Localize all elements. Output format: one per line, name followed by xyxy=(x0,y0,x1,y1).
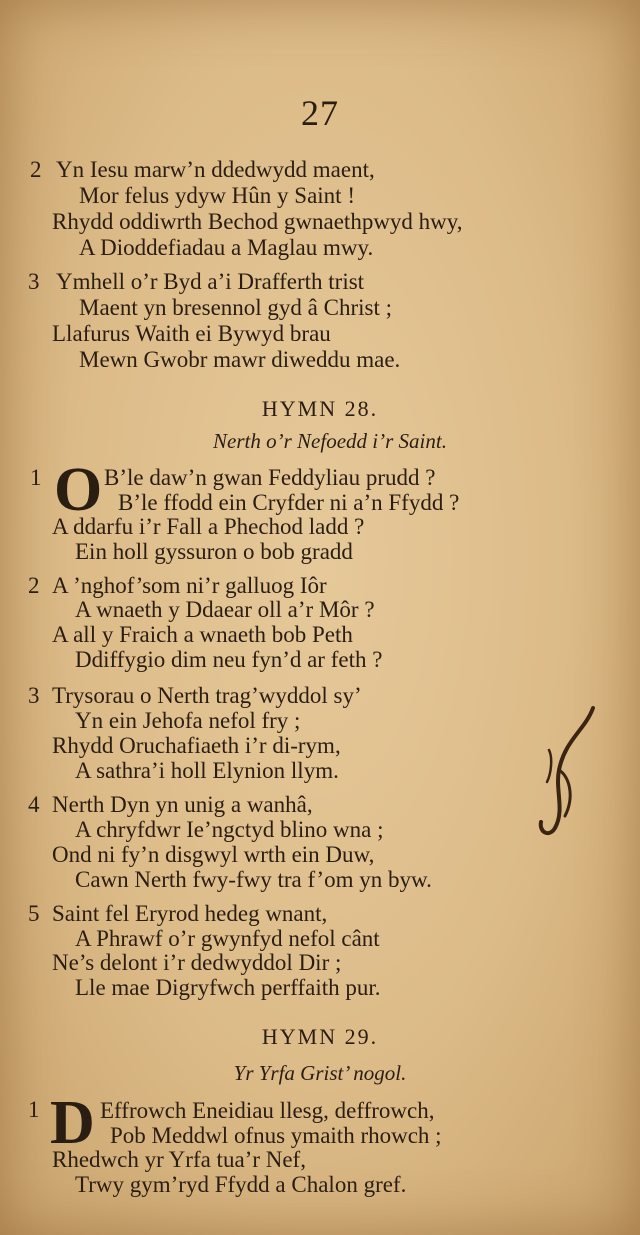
drop-cap: D xyxy=(50,1089,95,1157)
verse-number: 2 xyxy=(28,573,40,598)
page-number: 27 xyxy=(301,93,339,133)
verse-line: A ’nghof’som ni’r galluog Iôr xyxy=(52,573,327,598)
verse-line: Lle mae Digryfwch perffaith pur. xyxy=(75,975,381,1000)
verse-line: A sathra’i holl Elynion llym. xyxy=(75,758,339,783)
verse-line: Rhydd oddiwrth Bechod gwnaethpwyd hwy, xyxy=(52,209,463,234)
verse-line: Rhydd Oruchafiaeth i’r di-rym, xyxy=(52,733,341,758)
verse-number: 1 xyxy=(28,1097,40,1122)
verse-line: A all y Fraich a wnaeth bob Peth xyxy=(52,622,353,647)
verse-line: Cawn Nerth fwy-fwy tra f’om yn byw. xyxy=(75,867,432,892)
verse-line: Ond ni fy’n disgwyl wrth ein Duw, xyxy=(52,842,375,867)
verse-line: Pob Meddwl ofnus ymaith rhowch ; xyxy=(110,1123,442,1148)
drop-cap: O xyxy=(54,456,103,524)
verse-line: Llafurus Waith ei Bywyd brau xyxy=(52,321,331,346)
verse-line: A Phrawf o’r gwynfyd nefol cânt xyxy=(75,926,380,951)
verse-line: Effrowch Eneidiau llesg, deffrowch, xyxy=(100,1098,435,1123)
verse-number: 4 xyxy=(28,792,40,817)
verse-line: A wnaeth y Ddaear oll a’r Môr ? xyxy=(75,597,375,622)
verse-line: B’le ffodd ein Cryfder ni a’n Ffydd ? xyxy=(118,490,460,515)
verse-line: Yn ein Jehofa nefol fry ; xyxy=(75,708,301,733)
verse-line: Trysorau o Nerth trag’wyddol sy’ xyxy=(52,683,362,708)
hymn-subtitle: Nerth o’r Nefoedd i’r Saint. xyxy=(213,429,447,453)
verse-line: Ne’s delont i’r dedwyddol Dir ; xyxy=(52,950,342,975)
verse-line: Mewn Gwobr mawr diweddu mae. xyxy=(79,347,401,372)
handwritten-flourish-icon xyxy=(535,700,605,840)
verse-line: Yn Iesu marw’n ddedwydd maent, xyxy=(56,157,375,182)
verse-line: Rhedwch yr Yrfa tua’r Nef, xyxy=(52,1147,306,1172)
verse-line: A ddarfu i’r Fall a Phechod ladd ? xyxy=(52,514,365,539)
verse-line: Mor felus ydyw Hûn y Saint ! xyxy=(79,183,355,208)
verse-line: Maent yn bresennol gyd â Christ ; xyxy=(79,295,393,320)
hymn-title: HYMN 29. xyxy=(261,1024,379,1049)
verse-line: Nerth Dyn yn unig a wanhâ, xyxy=(52,792,313,817)
verse-number: 3 xyxy=(28,683,40,708)
verse-line: Trwy gym’ryd Ffydd a Chalon gref. xyxy=(75,1172,407,1197)
verse-line: A Dioddefiadau a Maglau mwy. xyxy=(79,235,374,260)
hymn-title: HYMN 28. xyxy=(261,396,379,421)
verse-line: Ymhell o’r Byd a’i Drafferth trist xyxy=(56,269,365,294)
verse-number: 2 xyxy=(30,157,42,182)
verse-number: 3 xyxy=(28,269,40,294)
verse-line: A chryfdwr Ie’ngctyd blino wna ; xyxy=(75,817,384,842)
verse-number: 1 xyxy=(30,465,42,490)
verse-line: Saint fel Eryrod hedeg wnant, xyxy=(52,901,328,926)
verse-line: B’le daw’n gwan Feddyliau prudd ? xyxy=(104,465,436,490)
verse-number: 5 xyxy=(28,901,40,926)
hymn-subtitle: Yr Yrfa Grist’ nogol. xyxy=(233,1061,407,1085)
verse-line: Ddiffygio dim neu fyn’d ar feth ? xyxy=(75,647,383,672)
verse-line: Ein holl gyssuron o bob gradd xyxy=(75,539,353,564)
